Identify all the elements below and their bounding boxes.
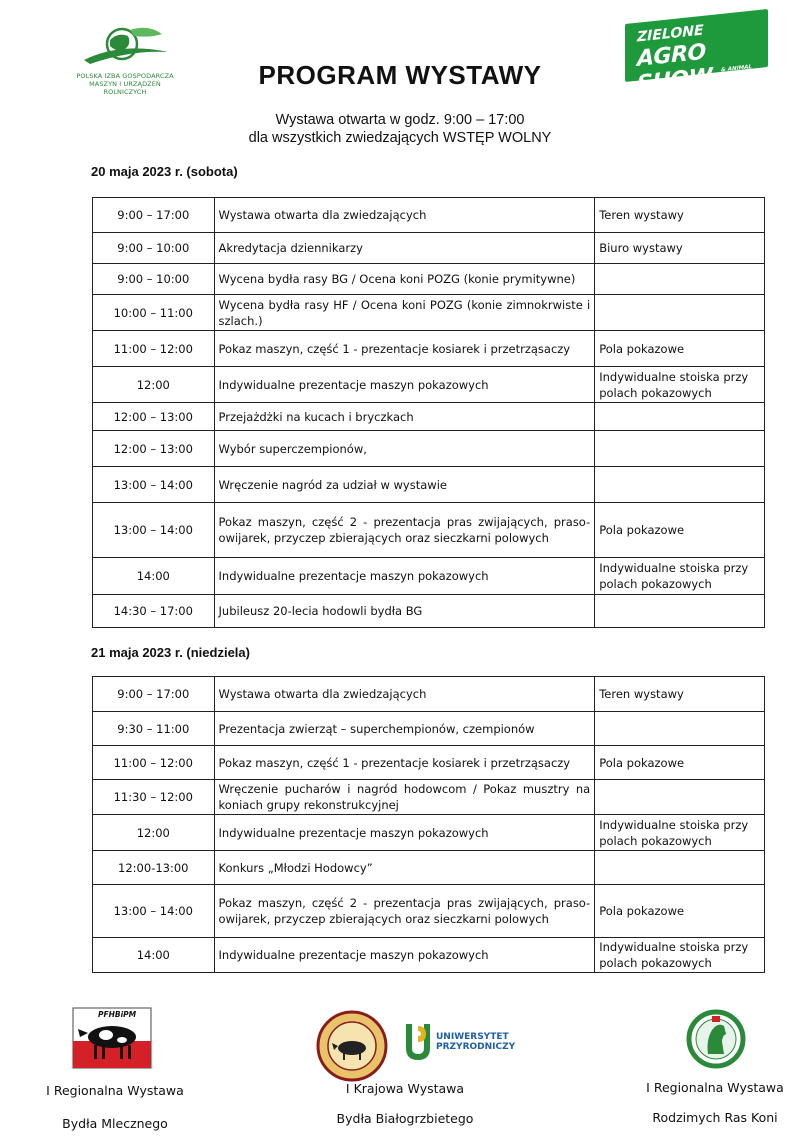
location-cell: Indywidualne stoiska przy polach pokazowych — [595, 815, 765, 851]
table-row — [93, 467, 765, 503]
location-cell: Biuro wystawy — [595, 233, 765, 264]
table-row — [93, 885, 765, 938]
event-cell: Wystawa otwarta dla zwiedzających — [214, 677, 595, 712]
horse-head-icon — [686, 1006, 746, 1072]
uniwersytet-przyrodniczy-logo — [402, 1020, 516, 1068]
table-row — [93, 431, 765, 467]
event-cell: Indywidualne prezentacje maszyn pokazowych — [214, 938, 595, 973]
event-cell: Wybór superczempionów, — [214, 431, 595, 467]
event-cell: Indywidualne prezentacje maszyn pokazowych — [214, 558, 595, 595]
location-cell — [595, 712, 765, 746]
location-cell: Indywidualne stoiska przy polach pokazowych — [595, 938, 765, 973]
event-cell: Prezentacja zwierząt – superchempionów, czempionów — [214, 712, 595, 746]
time-cell: 9:00 – 17:00 — [93, 677, 215, 712]
up-logo-caption: UNIWERSYTET PRZYRODNICZY — [436, 1032, 516, 1052]
table-row — [93, 198, 765, 233]
pfhbipm-logo — [72, 1007, 152, 1069]
table-row — [93, 264, 765, 295]
page-title: PROGRAM WYSTAWY — [258, 60, 542, 90]
time-cell: 9:00 – 17:00 — [93, 198, 215, 233]
table-row — [93, 295, 765, 331]
event-cell: Wycena bydła rasy BG / Ocena koni POZG (konie prymitywne) — [214, 264, 595, 295]
location-cell — [595, 403, 765, 431]
free-entry-text: dla wszystkich zwiedzających WSTĘP WOLNY — [248, 130, 552, 146]
footer-col1-line2: Bydła Mlecznego — [62, 1116, 168, 1131]
event-cell: Indywidualne prezentacje maszyn pokazowych — [214, 367, 595, 403]
time-cell: 10:00 – 11:00 — [93, 295, 215, 331]
table-row — [93, 558, 765, 595]
table-row — [93, 746, 765, 780]
pig-logo-caption: POLSKA IZBA GOSPODARCZA MASZYN I URZĄDZEŃ ROLNICZYCH — [76, 72, 174, 96]
footer-col3-line1: I Regionalna Wystawa — [646, 1080, 784, 1095]
time-cell: 11:00 – 12:00 — [93, 746, 215, 780]
pfhbipm-logo-caption: PFHBiPM — [98, 1010, 137, 1019]
table-row — [93, 712, 765, 746]
table-row — [93, 367, 765, 403]
time-cell: 13:00 – 14:00 — [93, 885, 215, 938]
event-cell: Pokaz maszyn, część 1 - prezentacje kosiarek i przetrząsaczy — [214, 746, 595, 780]
time-cell: 9:00 – 10:00 — [93, 233, 215, 264]
event-cell: Wręczenie pucharów i nagród hodowcom / Pokaz musztry na koniach grupy rekonstrukcyjnej — [214, 780, 595, 815]
event-cell: Wystawa otwarta dla zwiedzających — [214, 198, 595, 233]
time-cell: 12:00 — [93, 367, 215, 403]
table-row — [93, 815, 765, 851]
location-cell — [595, 595, 765, 628]
time-cell: 13:00 – 14:00 — [93, 467, 215, 503]
table-row — [93, 595, 765, 628]
table-row — [93, 677, 765, 712]
event-cell: Pokaz maszyn, część 2 - prezentacja pras zwijających, praso-owijarek, przyczep zbierających oraz sieczkarni polowych — [214, 885, 595, 938]
table-row — [93, 780, 765, 815]
table-row — [93, 403, 765, 431]
location-cell — [595, 467, 765, 503]
event-cell: Indywidualne prezentacje maszyn pokazowych — [214, 815, 595, 851]
table-row — [93, 938, 765, 973]
opening-hours-text: Wystawa otwarta w godz. 9:00 – 17:00 — [275, 112, 525, 128]
event-cell: Jubileusz 20-lecia hodowli bydła BG — [214, 595, 595, 628]
location-cell: Teren wystawy — [595, 677, 765, 712]
location-cell: Pola pokazowe — [595, 885, 765, 938]
location-cell: Pola pokazowe — [595, 746, 765, 780]
time-cell: 11:00 – 12:00 — [93, 331, 215, 367]
agro-logo-line3: & ANIMAL SHOW — [721, 64, 752, 80]
time-cell: 12:00 – 13:00 — [93, 403, 215, 431]
table-row — [93, 331, 765, 367]
time-cell: 13:00 – 14:00 — [93, 503, 215, 558]
event-cell: Wręczenie nagród za udział w wystawie — [214, 467, 595, 503]
location-cell: Pola pokazowe — [595, 331, 765, 367]
day1-schedule-table — [92, 197, 765, 628]
time-cell: 12:00 — [93, 815, 215, 851]
time-cell: 9:00 – 10:00 — [93, 264, 215, 295]
agro-logo-line1: ZIELONE — [637, 22, 704, 46]
time-cell: 12:00 – 13:00 — [93, 431, 215, 467]
table-row — [93, 503, 765, 558]
table-row — [93, 851, 765, 885]
event-cell: Akredytacja dziennikarzy — [214, 233, 595, 264]
bg-cattle-exhibition-seal — [316, 1010, 388, 1082]
table-row — [93, 233, 765, 264]
horse-breeders-logo — [686, 1006, 746, 1072]
time-cell: 14:30 – 17:00 — [93, 595, 215, 628]
footer-col3-line2: Rodzimych Ras Koni — [652, 1110, 778, 1125]
up-emblem-icon — [402, 1022, 434, 1064]
event-cell: Konkurs „Młodzi Hodowcy” — [214, 851, 595, 885]
time-cell: 12:00-13:00 — [93, 851, 215, 885]
event-cell: Pokaz maszyn, część 1 - prezentacje kosiarek i przetrząsaczy — [214, 331, 595, 367]
location-cell — [595, 264, 765, 295]
time-cell: 11:30 – 12:00 — [93, 780, 215, 815]
footer-col1-line1: I Regionalna Wystawa — [46, 1083, 184, 1098]
location-cell — [595, 431, 765, 467]
event-cell: Przejażdżki na kucach i bryczkach — [214, 403, 595, 431]
location-cell — [595, 851, 765, 885]
location-cell: Indywidualne stoiska przy polach pokazowych — [595, 558, 765, 595]
location-cell: Indywidualne stoiska przy polach pokazowych — [595, 367, 765, 403]
agro-logo-line2: AGRO SHOW — [637, 39, 713, 97]
time-cell: 9:30 – 11:00 — [93, 712, 215, 746]
time-cell: 14:00 — [93, 558, 215, 595]
location-cell — [595, 780, 765, 815]
event-cell: Pokaz maszyn, część 2 - prezentacja pras zwijających, praso-owijarek, przyczep zbierających oraz sieczkarni polowych — [214, 503, 595, 558]
day2-schedule-table — [92, 676, 765, 973]
event-cell: Wycena bydła rasy HF / Ocena koni POZG (konie zimnokrwiste i szlach.) — [214, 295, 595, 331]
cattle-seal-icon — [316, 1010, 388, 1082]
footer-col2-line2: Bydła Białogrzbietego — [336, 1111, 474, 1126]
location-cell: Pola pokazowe — [595, 503, 765, 558]
day2-heading: 21 maja 2023 r. (niedziela) — [91, 645, 250, 660]
location-cell: Teren wystawy — [595, 198, 765, 233]
location-cell — [595, 295, 765, 331]
time-cell: 14:00 — [93, 938, 215, 973]
footer-col2-line1: I Krajowa Wystawa — [345, 1081, 465, 1096]
day1-heading: 20 maja 2023 r. (sobota) — [91, 164, 238, 179]
